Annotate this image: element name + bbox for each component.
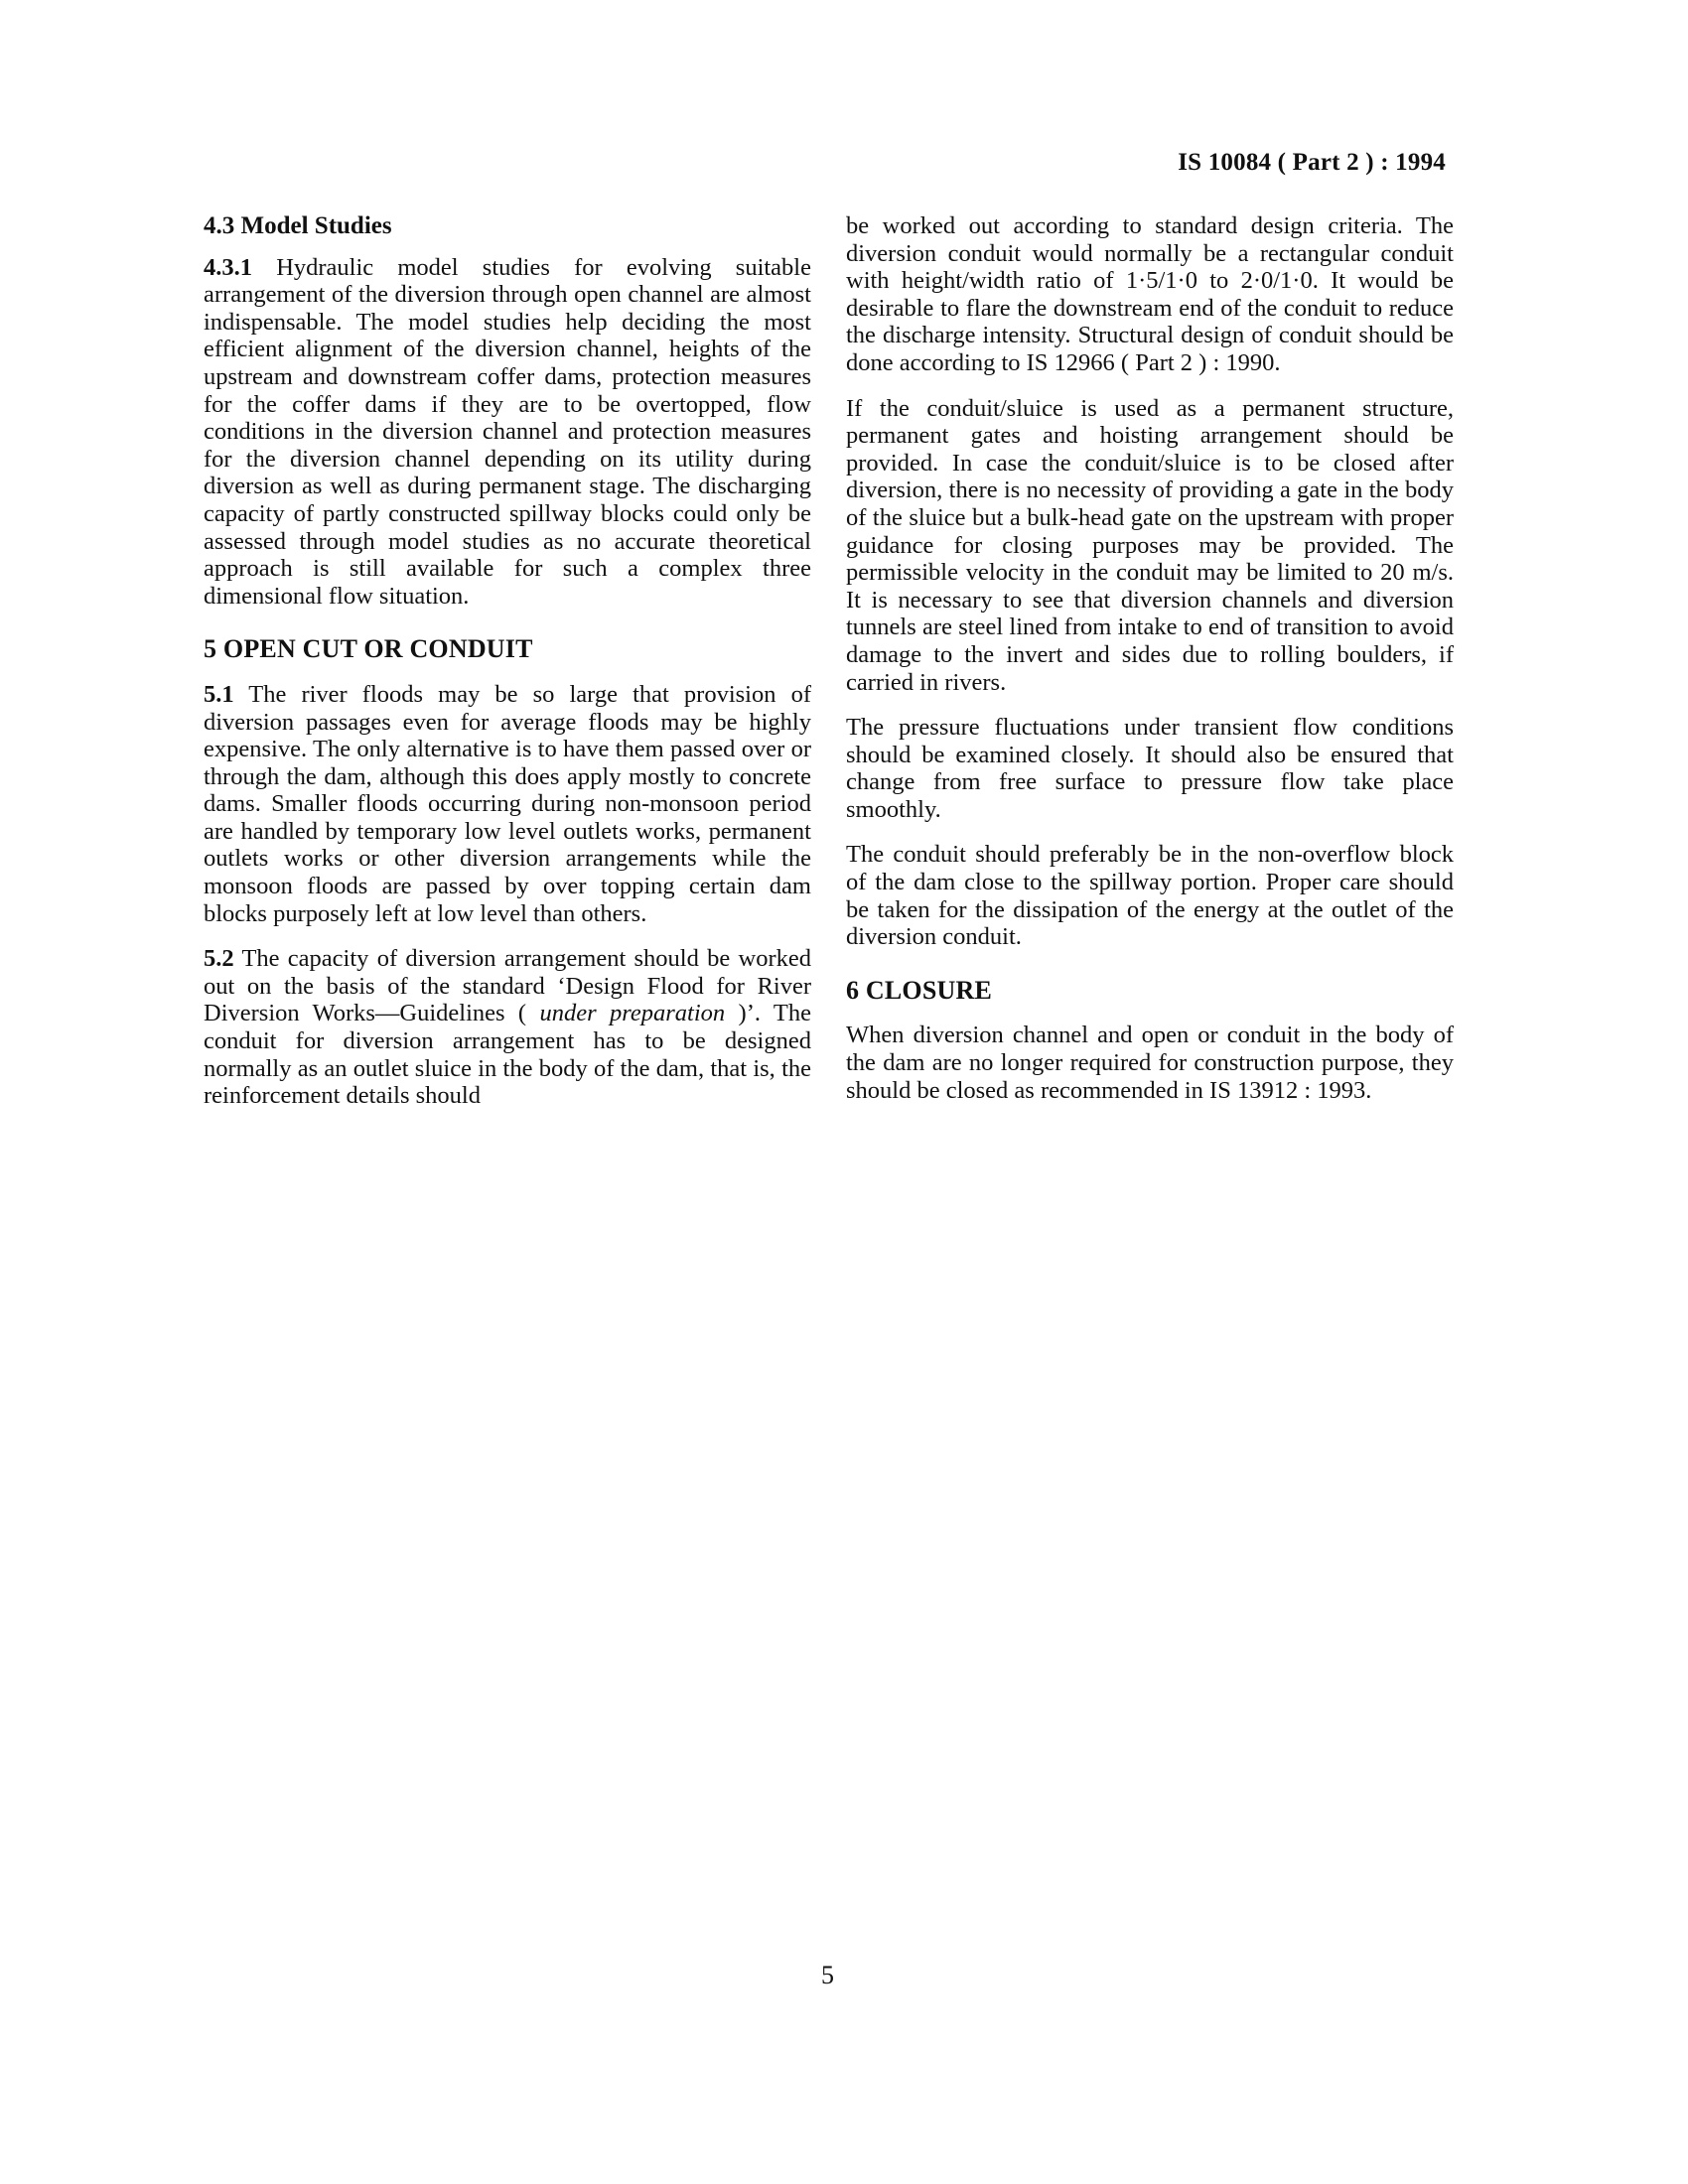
paragraph-pressure-fluctuations: The pressure fluctuations under transient flow conditions should be examined closely. It should also be ensured that change from free surface to pressure flow take place smoothly. xyxy=(846,714,1454,823)
clause-5-2-number: 5.2 xyxy=(204,945,234,973)
clause-4-3-1-text: Hydraulic model studies for evolving suitable arrangement of the diversion through open channel are almost indispensable. The model studies help deciding the most efficient alignment of the diversion channel, heights of the upstream and downstream coffer dams, protection measures for the coffer dams if they are to be overtopped, flow conditions in the diversion channel and protection measures for the diversion channel depending on its utility during diversion as well as during permanent stage. The discharging capacity of partly constructed spillway blocks could only be assessed through model studies as no accurate theoretical approach is still available for such a complex three dimensional flow situation. xyxy=(204,253,811,610)
clause-5-2-italic-note: under preparation xyxy=(539,1000,726,1027)
paragraph-permanent-structure: If the conduit/sluice is used as a permanent structure, permanent gates and hoisting arrangement should be provided. In case the conduit/sluice is to be closed after diversion, there is no necessity of providing a gate in the body of the sluice but a bulk-head gate on the upstream with proper guidance for closing purposes may be provided. The permissible velocity in the conduit may be limited to 20 m/s. It is necessary to see that diversion channels and diversion tunnels are steel lined from intake to end of transition to avoid damage to the invert and sides due to rolling boulders, if carried in rivers. xyxy=(846,394,1454,696)
standard-reference-header: IS 10084 ( Part 2 ) : 1994 xyxy=(1178,149,1446,176)
clause-5-2-continued: be worked out according to standard design criteria. The diversion conduit would normally be a rectangular conduit with height/width ratio of 1·5/1·0 to 2·0/1·0. It would be desirable to flare the downstream end of the conduit to reduce the discharge intensity. Structural design of conduit should be done according to IS 12966 ( Part 2 ) : 1990. xyxy=(846,212,1454,376)
clause-5-1-text: The river floods may be so large that provision of diversion passages even for average floods may be highly expensive. The only alternative is to have them passed over or through the dam, although this does apply mostly to concrete dams. Smaller floods occurring during non-monsoon period are handled by temporary low level outlets works, permanent outlets works or other diversion arrangements while the monsoon floods are passed by over topping certain dam blocks purposely left at low level than others. xyxy=(204,680,811,927)
page-number: 5 xyxy=(821,1961,834,1989)
clause-5-1 xyxy=(204,681,811,927)
clause-4-3-1 xyxy=(204,254,811,611)
section-6-heading: 6 CLOSURE xyxy=(846,975,992,1005)
clause-6-closure: When diversion channel and open or conduit in the body of the dam are no longer required for construction purpose, they should be closed as recommended in IS 13912 : 1993. xyxy=(846,1022,1454,1104)
clause-5-2-text-end: )’. The conduit for diversion arrangement has to be designed normally as an outlet sluice in the body of the dam, that is, the reinforcement details should xyxy=(204,1000,811,1110)
clause-5-2 xyxy=(204,945,811,1110)
section-4-3-heading: 4.3 Model Studies xyxy=(204,212,392,239)
section-5-heading: 5 OPEN CUT OR CONDUIT xyxy=(204,634,533,664)
clause-4-3-1-number: 4.3.1 xyxy=(204,253,252,281)
clause-5-2-text-start: The capacity of diversion arrangement should be worked out on the basis of the standard ‘Design Flood for River Diversion Works—Guidelines ( xyxy=(204,945,811,1027)
right-column xyxy=(846,212,1454,1122)
paragraph-conduit-location: The conduit should preferably be in the non-overflow block of the dam close to the spillway portion. Proper care should be taken for the dissipation of the energy at the outlet of the diversion conduit. xyxy=(846,841,1454,951)
left-column xyxy=(204,212,811,1128)
clause-5-1-number: 5.1 xyxy=(204,680,234,708)
